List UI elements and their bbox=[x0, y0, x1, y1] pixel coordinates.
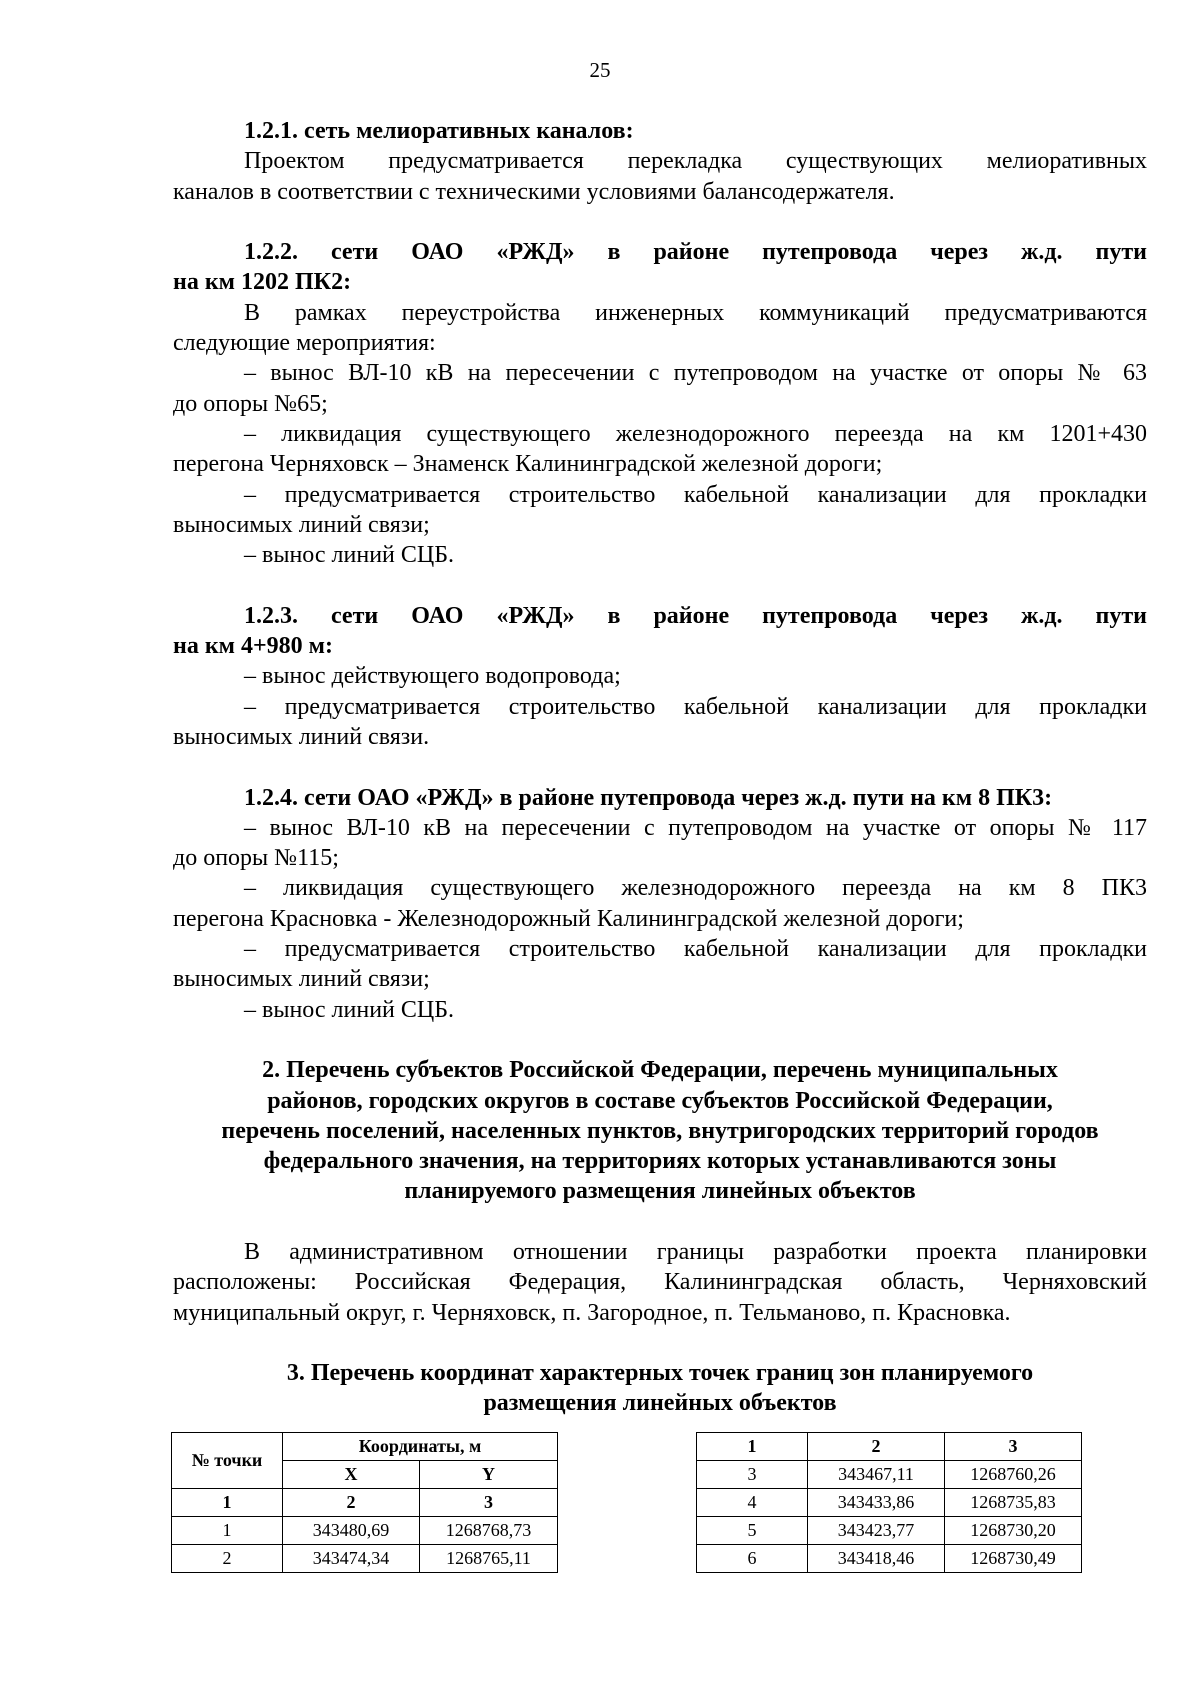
document-body bbox=[173, 116, 1147, 1419]
section-1-2-4-text-line: до опоры №115; bbox=[173, 845, 339, 872]
section-1-2-4-list-item: – ликвидация существующего железнодорожного переезда на км 8 ПК3 bbox=[244, 875, 1147, 902]
cell-y: 1268760,26 bbox=[945, 1461, 1082, 1489]
cell-y: 1268730,20 bbox=[945, 1517, 1082, 1545]
cell-y: 1268765,11 bbox=[420, 1545, 558, 1573]
cell-point: 1 bbox=[172, 1517, 283, 1545]
header-point-number: № точки bbox=[172, 1433, 283, 1489]
section-1-2-2-heading-cont: на км 1202 ПК2: bbox=[173, 269, 352, 296]
section-1-2-4-list-item: – предусматривается строительство кабельной канализации для прокладки bbox=[244, 936, 1147, 963]
section-1-2-2-text-line: выносимых линий связи; bbox=[173, 511, 430, 538]
section-1-2-3-list-item: – предусматривается строительство кабельной канализации для прокладки bbox=[244, 693, 1147, 720]
section-2-heading: районов, городских округов в составе субъектов Российской Федерации, bbox=[267, 1087, 1053, 1114]
section-1-2-4-text-line: перегона Красновка - Железнодорожный Калининградской железной дороги; bbox=[173, 905, 964, 932]
table-row bbox=[697, 1517, 1082, 1545]
coordinates-table-left bbox=[171, 1432, 558, 1573]
cell-y: 1268768,73 bbox=[420, 1517, 558, 1545]
section-2-paragraph-line: расположены: Российская Федерация, Калининградская область, Черняховский bbox=[173, 1269, 1147, 1296]
header-x: X bbox=[283, 1461, 420, 1489]
section-1-2-2-text-line: следующие мероприятия: bbox=[173, 330, 436, 357]
section-1-2-2-list-item: – вынос ВЛ-10 кВ на пересечении с путепроводом на участке от опоры № 63 bbox=[244, 360, 1147, 387]
section-1-2-3-heading-cont: на км 4+980 м: bbox=[173, 633, 334, 660]
cell-point: 5 bbox=[697, 1517, 808, 1545]
section-3-heading: размещения линейных объектов bbox=[483, 1390, 837, 1417]
page-number: 25 bbox=[589, 58, 611, 82]
cell-point: 4 bbox=[697, 1489, 808, 1517]
section-2-heading: планируемого размещения линейных объектов bbox=[404, 1178, 916, 1205]
section-2-heading: федерального значения, на территориях которых устанавливаются зоны bbox=[263, 1148, 1057, 1175]
column-number: 3 bbox=[945, 1433, 1082, 1461]
cell-point: 6 bbox=[697, 1545, 808, 1573]
table-row bbox=[697, 1489, 1082, 1517]
header-y: Y bbox=[420, 1461, 558, 1489]
table-row bbox=[697, 1545, 1082, 1573]
column-number: 2 bbox=[283, 1489, 420, 1517]
cell-point: 2 bbox=[172, 1545, 283, 1573]
section-1-2-4-list-item: – вынос ВЛ-10 кВ на пересечении с путепроводом на участке от опоры № 117 bbox=[244, 814, 1147, 841]
section-1-2-2-list-item: – предусматривается строительство кабельной канализации для прокладки bbox=[244, 481, 1147, 508]
section-3-heading: 3. Перечень координат характерных точек границ зон планируемого bbox=[286, 1360, 1034, 1387]
cell-x: 343467,11 bbox=[808, 1461, 945, 1489]
section-1-2-2-list-item: – ликвидация существующего железнодорожного переезда на км 1201+430 bbox=[244, 420, 1147, 447]
section-1-2-2-text-line: до опоры №65; bbox=[173, 390, 328, 417]
column-number: 3 bbox=[420, 1489, 558, 1517]
cell-x: 343418,46 bbox=[808, 1545, 945, 1573]
section-2-paragraph-line: В административном отношении границы разработки проекта планировки bbox=[244, 1238, 1147, 1265]
column-number: 1 bbox=[697, 1433, 808, 1461]
section-2-paragraph-line: муниципальный округ, г. Черняховск, п. Загородное, п. Тельманово, п. Красновка. bbox=[173, 1299, 1011, 1326]
section-1-2-3-heading: 1.2.3. сети ОАО «РЖД» в районе путепровода через ж.д. пути bbox=[244, 602, 1147, 629]
cell-y: 1268730,49 bbox=[945, 1545, 1082, 1573]
section-1-2-4-heading: 1.2.4. сети ОАО «РЖД» в районе путепровода через ж.д. пути на км 8 ПК3: bbox=[244, 784, 1053, 811]
cell-x: 343474,34 bbox=[283, 1545, 420, 1573]
header-coordinates: Координаты, м bbox=[283, 1433, 558, 1461]
table-header-row bbox=[172, 1433, 558, 1461]
cell-y: 1268735,83 bbox=[945, 1489, 1082, 1517]
column-number: 2 bbox=[808, 1433, 945, 1461]
section-1-2-1-text-line: Проектом предусматривается перекладка существующих мелиоративных bbox=[244, 148, 1147, 175]
coordinates-table-right bbox=[696, 1432, 1082, 1573]
table-row bbox=[172, 1517, 558, 1545]
section-1-2-2-heading: 1.2.2. сети ОАО «РЖД» в районе путепровода через ж.д. пути bbox=[244, 239, 1147, 266]
cell-x: 343433,86 bbox=[808, 1489, 945, 1517]
section-1-2-3-list-item: – вынос действующего водопровода; bbox=[244, 663, 621, 690]
section-1-2-2-text-line: перегона Черняховск – Знаменск Калининградской железной дороги; bbox=[173, 451, 883, 478]
section-1-2-1-text-line: каналов в соответствии с техническими условиями балансодержателя. bbox=[173, 178, 895, 205]
cell-x: 343480,69 bbox=[283, 1517, 420, 1545]
section-1-2-4-list-item: – вынос линий СЦБ. bbox=[244, 996, 455, 1023]
section-1-2-3-text-line: выносимых линий связи. bbox=[173, 723, 430, 750]
section-1-2-1-heading: 1.2.1. сеть мелиоративных каналов: bbox=[244, 118, 634, 144]
cell-x: 343423,77 bbox=[808, 1517, 945, 1545]
section-1-2-2-list-item: – вынос линий СЦБ. bbox=[244, 542, 455, 569]
cell-point: 3 bbox=[697, 1461, 808, 1489]
section-2-heading: 2. Перечень субъектов Российской Федерации, перечень муниципальных bbox=[262, 1057, 1058, 1084]
section-1-2-4-text-line: выносимых линий связи; bbox=[173, 966, 430, 993]
table-row bbox=[697, 1461, 1082, 1489]
section-2-heading: перечень поселений, населенных пунктов, внутригородских территорий городов bbox=[221, 1117, 1099, 1144]
table-column-number-row bbox=[697, 1433, 1082, 1461]
column-number: 1 bbox=[172, 1489, 283, 1517]
table-row bbox=[172, 1545, 558, 1573]
table-column-number-row bbox=[172, 1489, 558, 1517]
section-1-2-2-text-line: В рамках переустройства инженерных коммуникаций предусматриваются bbox=[244, 299, 1147, 326]
